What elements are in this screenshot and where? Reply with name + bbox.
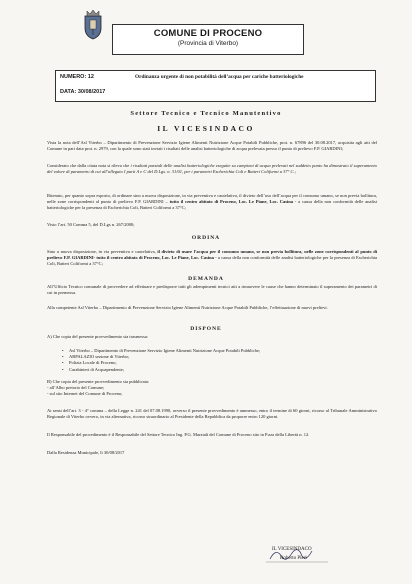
paragraph-trasmissione: A) Che copia del presente provvedimento sia trasmessa: xyxy=(47,334,149,339)
paragraph-vista-nota: Vista la nota dell’Asl Viterbo – Dipartimento di Prevenzione Servizio Igiene Alimenti Nutrizione Acque Potabili Pubbliche, prot. n. 67896 del 30.08.2017, acquisita agli atti del Comune in pari data prot. n. 2979, con la quale sono stati inviati i risultati delle analisi batteriologiche di acqua prelevata presso il punto di prelievo F.P. GIARDINI; xyxy=(47,140,377,152)
considerato-detail: i risultati parziali delle analisi batteriologiche eseguite su campioni di acqua prelevati nel suddetto punto ha dimostrato il superamento del valore di parametro di cui all’allegato I parti A e C del D.Lgs. n. 31/01, per i parametri Escherichia Coli e Batteri Coliformi a 37° C.; xyxy=(47,163,377,175)
paragraph-ordina xyxy=(47,249,377,268)
paragraph-ricorso: Ai sensi dell’art. 3 - 4° comma – della Legge n. 241 del 07.08.1990, avverso il presente provvedimento è ammesso, entro il termine di 60 giorni, ricorso al Tribunale Amministrativo Regionale di Viterbo ovvero, in via alternativa, ricorso straordinario al Presidente della Repubblica da proporre entro 120 giorni. xyxy=(47,408,377,420)
ordina-prohibition: il divieto di usare l’acqua per il consumo umano, se non previa bollitura, nelle zone corrispondenti al punto di prelievo F.P. GIARDINI- tutto il centro abitato di Proceno, Loc. Le Piane, Loc. Casina xyxy=(47,249,377,261)
paragraph-ufficio-tecnico: All’Ufficio Tecnico comunale di provvedere ad effettuare e predisporre tutti gli adempimenti tecnici atti a rimuovere le cause che hanno determinato il superamento dei parametri di cui in premessa. xyxy=(47,284,377,296)
signature-name: Roberto Pieri xyxy=(280,556,307,561)
ordinance-subject: Ordinanza urgente di non potabilità dell’acqua per cariche batteriologiche xyxy=(135,74,304,80)
list-item: • Asl Viterbo – Dipartimento di Prevenzione Servizio Igiene Alimenti Nutrizione Acque Potabili Pubbliche; xyxy=(62,348,362,354)
ordina-cause: - a causa della non conformità delle analisi batteriologiche per la presenza di Escherichia Coli, Batteri Coliformi a 37°C; xyxy=(47,255,377,267)
signature-block xyxy=(262,545,332,565)
municipal-crest-icon xyxy=(82,10,104,40)
recipients-list xyxy=(62,348,362,373)
list-item: • Carabinieri di Acquapendente; xyxy=(62,367,362,373)
province-subtitle: (Provincia di Viterbo) xyxy=(177,40,239,47)
list-item: • Polizia Locale di Proceno; xyxy=(62,360,362,366)
paragraph-considerato xyxy=(47,163,377,175)
signature-role: IL VICESINDACO xyxy=(272,547,312,552)
paragraph-asl-prelievi: Alla competente Asl Viterbo – Dipartimento di Prevenzione Servizio Igiene Alimenti Nutrizione Acque Potabili Pubbliche, l’effettuazione di nuovi prelievi. xyxy=(47,305,328,310)
paragraph-visto: Visto l’art. 50 Comma 5, del D.Lgs n. 267/2000; xyxy=(47,222,135,227)
ordinance-number: NUMERO: 12 xyxy=(60,74,94,80)
place-date: Dalla Residenza Municipale, lì 30/08/2017 xyxy=(47,450,125,455)
list-item: • ARPALAZIO sezione di Viterbo; xyxy=(62,354,362,360)
ordina-intro: Sino a nuova disposizione, in via preventiva e cautelativa, xyxy=(47,249,158,254)
ritenuto-intro: Ritenuto, per quanto sopra esposto, di ordinare sino a nuova disposizione, in via preventiva e cautelativa, il divieto dell’uso dell’acqua per il consumo umano, se non previa bollitura, nelle zone corrispondenti al punto di prelievo F.P. GIARDINI – xyxy=(47,193,377,205)
office-title: Settore Tecnico e Tecnico Manutentivo xyxy=(130,110,282,117)
ordina-heading: ORDINA xyxy=(191,235,221,241)
ordinance-subject-box xyxy=(131,70,376,102)
municipality-title-box xyxy=(112,24,304,55)
considerato-intro: Considerato che dalla citata nota si rileva che xyxy=(47,163,131,168)
dispone-heading: DISPONE xyxy=(190,326,222,332)
municipality-title: COMUNE DI PROCENO xyxy=(153,28,263,39)
publication-albo: - all’Albo pretorio del Comune; xyxy=(47,385,105,390)
ordinance-number-box xyxy=(55,70,133,102)
paragraph-responsabile: Il Responsabile del procedimento è il Responsabile del Settore Tecnico Ing. P.G. Marziali del Comune di Proceno sito in P.zza della Libertà n. 12. xyxy=(47,432,310,437)
paragraph-ritenuto xyxy=(47,193,377,212)
demanda-heading: DEMANDA xyxy=(188,276,224,282)
role-title: IL VICESINDACO xyxy=(157,124,255,133)
publication-website: - sul sito Internet del Comune di Proceno; xyxy=(47,391,123,396)
ritenuto-zone: tutto il centro abitato di Proceno, Loc. Le Piane, Loc. Casina xyxy=(169,199,293,205)
ritenuto-cause: - a causa della non conformità delle analisi batteriologiche per la presenza di Escherichia Coli, Batteri Coliformi a 37°C; xyxy=(47,199,378,211)
paragraph-pubblicazione: B) Che copia del presente provvedimento sia pubblicata: xyxy=(47,379,150,384)
ordinance-date: DATA: 30/08/2017 xyxy=(60,89,106,95)
